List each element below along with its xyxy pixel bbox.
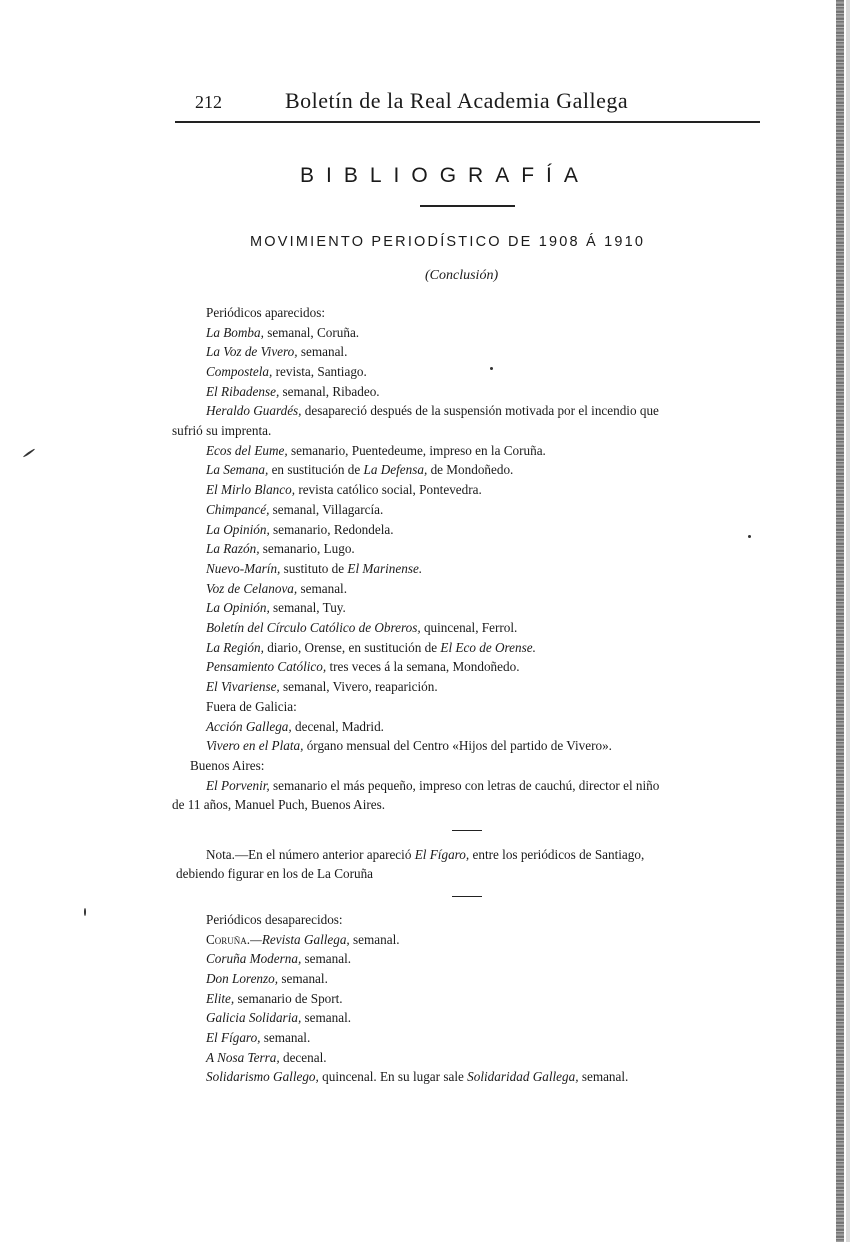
periodical-title: El Porvenir, [206,777,270,793]
periodical-details: semanal. [260,1030,311,1045]
periodical-details: revista, Santiago. [272,363,367,379]
periodical-title: Acción Gallega, [206,718,292,734]
periodical-title: El Fígaro, [206,1030,261,1045]
periodical-title: —Revista Gallega, [250,931,350,947]
periodical-details: semanario de Sport. [234,990,343,1006]
scan-speck [490,367,493,370]
periodical-details: decenal. [279,1049,327,1065]
disappeared-item [206,1028,310,1048]
periodical-details: sufrió su imprenta. [172,423,272,438]
appeared-item [206,520,394,540]
periodical-title: Voz de Celanova, [206,580,298,596]
separator-dash [452,896,482,897]
periodical-details: desapareció después de la suspensión motivada por el incendio que [301,403,659,419]
periodical-details: semanal. [301,1010,352,1026]
nota-title: El Fígaro, [414,847,470,862]
appeared-item [206,657,520,677]
periodical-details: órgano mensual del Centro «Hijos del partido de Vivero». [303,738,612,754]
appeared-item [206,342,347,362]
nota-line-1 [206,845,644,865]
periodical-details: semanal. [301,951,352,967]
periodical-details: semanal. [297,344,348,360]
appeared-item [206,460,513,480]
appeared-item [206,776,659,796]
appeared-item [206,480,482,500]
periodical-details: semanal, Coruña. [263,324,360,340]
periodical-title: La Opinión, [206,521,270,537]
periodical-title: La Defensa, [363,462,428,478]
appeared-item [206,559,422,579]
periodical-title: La Bomba, [206,324,264,340]
appeared-item [206,697,297,717]
periodical-title: La Semana, [206,462,269,478]
periodical-details: semanario, Lugo. [259,541,355,557]
appeared-item [206,677,438,697]
periodical-title: Chimpancé, [206,501,270,517]
periodical-details: semanal. [578,1069,629,1085]
disappeared-heading: Periódicos desaparecidos: [206,912,343,927]
nota-text-b: entre los periódicos de Santiago, [469,847,645,862]
disappeared-item [206,969,328,989]
city-name: Coruña. [206,931,251,947]
periodical-details: semanal. [349,931,400,947]
nota-label: Nota. [206,847,235,862]
periodical-details: semanario, Puentedeume, impreso en la Coruña. [287,442,546,458]
periodical-title: Nuevo-Marín, [206,560,281,576]
periodical-details: semanal, Ribadeo. [279,383,380,399]
periodical-title: El Marinense. [347,560,423,576]
periodical-title: La Opinión, [206,600,270,616]
periodical-title: Pensamiento Católico, [206,659,327,675]
nota-line-2: debiendo figurar en los de La Coruña [176,866,374,881]
appeared-item [206,579,347,599]
periodical-details: semanal. [278,970,328,986]
disappeared-item [206,1008,351,1028]
appeared-item [206,618,517,638]
appeared-item [206,638,536,658]
running-title: Boletín de la Real Academia Gallega [285,88,629,113]
periodical-details: de 11 años, Manuel Puch, Buenos Aires. [172,797,386,813]
appeared-item [190,756,264,776]
periodical-title: Coruña Moderna, [206,951,302,967]
appeared-item [206,401,659,421]
appeared-heading: Periódicos aparecidos: [206,305,326,320]
periodical-title: Solidaridad Gallega, [467,1069,579,1085]
appeared-item [206,717,384,737]
periodical-title: El Vivariense, [206,679,280,695]
nota-text-a: —En el número anterior apareció [234,847,415,862]
periodical-title: A Nosa Terra, [206,1049,280,1065]
periodical-title: El Mirlo Blanco, [206,482,296,498]
periodical-title: Compostela, [206,363,273,379]
periodical-details: Buenos Aires: [190,757,265,773]
separator-dash [452,830,482,831]
disappeared-item [206,989,343,1009]
section-title: BIBLIOGRAFÍA [300,164,590,187]
disappeared-item [206,1067,628,1087]
periodical-details: sustituto de [280,560,348,576]
periodical-title: Elite, [206,990,235,1006]
periodical-details: de Mondoñedo. [427,462,514,478]
periodical-details: diario, Orense, en sustitución de [263,639,441,655]
appeared-item [206,382,380,402]
periodical-details: quincenal, Ferrol. [420,620,518,635]
periodical-details: revista católico social, Pontevedra. [295,482,482,498]
periodical-title: Don Lorenzo, [206,970,279,986]
appeared-item [172,795,385,815]
appeared-item [206,598,346,618]
appeared-item [206,441,546,461]
periodical-title: Heraldo Guardés, [206,403,302,419]
periodical-title: Ecos del Eume, [206,442,288,458]
periodical-details: Fuera de Galicia: [206,698,297,714]
periodical-details: semanario el más pequeño, impreso con letras de cauchú, director el niño [269,777,660,793]
periodical-title: Vivero en el Plata, [206,738,304,754]
periodical-title: Solidarismo Gallego, [206,1069,319,1085]
periodical-details: tres veces á la semana, Mondoñedo. [326,659,520,675]
disappeared-item [206,930,400,950]
disappeared-item [206,949,351,969]
periodical-details: semanal, Vivero, reaparición. [279,679,438,695]
periodical-details: semanal, Villagarcía. [269,501,384,517]
periodical-title: La Voz de Vivero, [206,344,298,360]
conclusion-note: (Conclusión) [425,268,499,283]
periodical-title: Boletín del Círculo Católico de Obreros, [206,620,421,635]
scan-speck [84,908,86,916]
disappeared-item [206,1048,327,1068]
page-number: 212 [195,92,222,112]
periodical-details: semanal. [297,580,348,596]
periodical-title: Galicia Solidaria, [206,1010,302,1026]
periodical-details: semanal, Tuy. [269,600,346,616]
appeared-item [206,362,367,382]
appeared-item [172,421,271,441]
article-subtitle: MOVIMIENTO PERIODÍSTICO DE 1908 Á 1910 [250,234,646,250]
appeared-item [206,736,612,756]
appeared-item [206,323,359,343]
periodical-details: en sustitución de [268,462,364,478]
periodical-title: El Ribadense, [206,383,280,399]
appeared-item [206,539,355,559]
scan-speck [748,535,751,538]
periodical-details: decenal, Madrid. [291,718,384,734]
periodical-details: quincenal. En su lugar sale [318,1069,468,1085]
periodical-title: La Razón, [206,541,260,557]
appeared-item [206,500,383,520]
periodical-details: semanario, Redondela. [269,521,394,537]
periodical-title: La Región, [206,639,264,655]
periodical-title: El Eco de Orense. [440,639,536,655]
